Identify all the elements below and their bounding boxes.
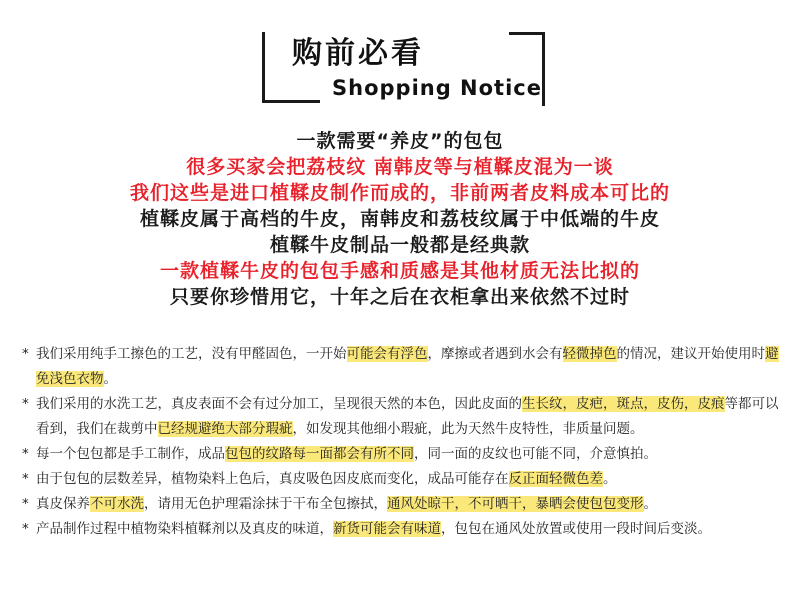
notice-text: 产品制作过程中植物染料植鞣剂以及真皮的味道，	[36, 521, 333, 537]
highlighted-text: 避免浅色衣物	[36, 346, 779, 387]
notice-text: 的情况，建议开始使用时	[616, 346, 765, 362]
notice-text: ，请用无色护理霜涂抹于干布全包擦拭，	[144, 496, 387, 512]
intro-line: 只要你珍惜用它，十年之后在衣柜拿出来依然不过时	[169, 286, 630, 308]
notice-item	[22, 442, 782, 467]
notice-text: 真皮保养	[36, 496, 90, 512]
bullet-star-icon: *	[22, 521, 29, 537]
highlighted-text: 通风处晾干，不可晒干，暴晒会使包包变形	[387, 496, 644, 512]
notice-text: ，如发现其他细小瑕疵，此为天然牛皮特性，非质量问题。	[292, 421, 644, 437]
notice-text: ，摩擦或者遇到水会有	[427, 346, 563, 362]
highlighted-text: 轻微掉色	[562, 346, 617, 362]
notice-item	[22, 492, 782, 517]
bullet-star-icon: *	[22, 496, 29, 512]
notice-item	[22, 467, 782, 492]
intro-line: 我们这些是进口植鞣皮制作而成的，非前两者皮料成本可比的	[129, 182, 670, 204]
notice-item	[22, 392, 782, 442]
notice-text: 由于包包的层数差异，植物染料上色后，真皮吸色因皮底而变化，成品可能存在	[36, 471, 509, 487]
notice-text: 我们采用纯手工擦色的工艺，没有甲醛固色，一开始	[36, 346, 347, 362]
intro-line: 一款需要“养皮”的包包	[296, 130, 504, 152]
notice-list	[22, 342, 782, 542]
notice-text: 。	[643, 496, 657, 512]
notice-text: 我们采用的水洗工艺，真皮表面不会有过分加工，呈现很天然的本色，因此皮面的	[36, 396, 522, 412]
bullet-star-icon: *	[22, 471, 29, 487]
bullet-star-icon: *	[22, 396, 29, 412]
notice-text: 等都可以看到，我们在裁剪中	[36, 396, 779, 437]
highlighted-text: 包包的纹路每一面都会有所不同	[225, 446, 414, 462]
intro-line: 植鞣牛皮制品一般都是经典款	[269, 234, 530, 256]
highlighted-text: 新货可能会有味道	[333, 521, 441, 537]
bullet-star-icon: *	[22, 446, 29, 462]
highlighted-text: 生长纹，皮疤，斑点，皮伤，皮痕	[522, 396, 725, 412]
notice-item	[22, 517, 782, 542]
notice-text: 。	[603, 471, 617, 487]
intro-line: 一款植鞣牛皮的包包手感和质感是其他材质无法比拟的	[159, 260, 640, 282]
notice-text: 。	[103, 371, 117, 387]
intro-line: 植鞣皮属于高档的牛皮，南韩皮和荔枝纹属于中低端的牛皮	[139, 208, 660, 230]
bullet-star-icon: *	[22, 346, 29, 362]
highlighted-text: 不可水洗	[90, 496, 144, 512]
highlighted-text: 反正面轻微色差	[508, 471, 603, 487]
intro-line: 很多买家会把荔枝纹 南韩皮等与植鞣皮混为一谈	[186, 156, 614, 178]
highlighted-text: 可能会有浮色	[346, 346, 428, 362]
bracket-top-left	[262, 32, 271, 100]
page-subtitle: Shopping Notice	[332, 76, 542, 100]
notice-text: ，包包在通风处放置或使用一段时间后变淡。	[441, 521, 711, 537]
title-block	[0, 0, 800, 120]
notice-text: 每一个包包都是手工制作，成品	[36, 446, 225, 462]
notice-item	[22, 342, 782, 392]
notice-text: ，同一面的皮纹也可能不同，介意慎拍。	[414, 446, 657, 462]
intro-statements	[0, 128, 800, 310]
highlighted-text: 已经规避绝大部分瑕疵	[157, 421, 293, 437]
page-title: 购前必看	[292, 36, 424, 71]
